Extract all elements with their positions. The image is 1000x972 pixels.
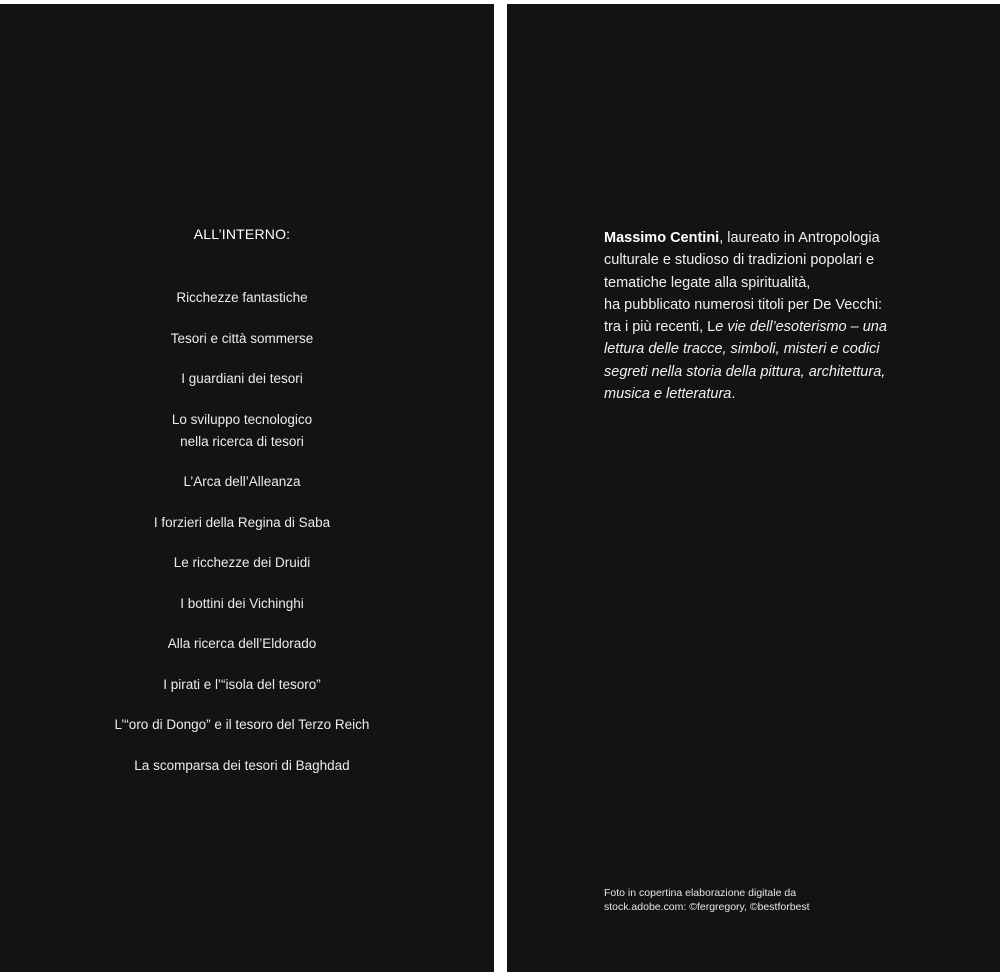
book-title: segreti nella storia della pittura, architettura,	[604, 363, 886, 380]
left-flap-panel	[0, 4, 494, 972]
contents-item: La scomparsa dei tesori di Baghdad	[134, 757, 350, 773]
credit-text: stock.adobe.com: ©fergregory, ©bestforbest	[604, 901, 810, 913]
book-title: e vie dell’esoterismo – una	[715, 319, 887, 336]
contents-item: Ricchezze fantastiche	[176, 290, 308, 305]
contents-list	[0, 287, 484, 795]
contents-item: I guardiani dei tesori	[181, 371, 303, 386]
bio-text: tra i più recenti, L	[604, 319, 716, 336]
contents-item: Tesori e città sommerse	[170, 330, 314, 346]
credit-text: Foto in copertina elaborazione digitale da	[604, 887, 797, 899]
contents-item: I forzieri della Regina di Saba	[153, 514, 331, 530]
contents-item: I bottini dei Vichinghi	[180, 595, 304, 611]
author-name: Massimo Centini	[604, 230, 720, 246]
bio-text: .	[731, 386, 736, 403]
contents-heading: ALL’INTERNO:	[193, 226, 291, 242]
author-bio	[604, 227, 944, 405]
book-title: lettura delle tracce, simboli, misteri e codici	[604, 341, 880, 358]
contents-item: Lo sviluppo tecnologico nella ricerca di tesori	[171, 411, 313, 449]
book-title: musica e letteratura	[604, 386, 732, 403]
contents-item: L’Arca dell’Alleanza	[183, 474, 301, 489]
contents-item: I pirati e l’“isola del tesoro”	[163, 676, 321, 692]
bio-text: , laureato in Antropologia	[719, 230, 880, 246]
right-flap-panel	[507, 4, 1000, 972]
contents-item: L’“oro di Dongo” e il tesoro del Terzo Reich	[114, 717, 370, 732]
bio-text: culturale e studioso di tradizioni popolari e	[604, 252, 875, 269]
bio-text: ha pubblicato numerosi titoli per De Vecchi:	[604, 296, 883, 313]
bio-text: tematiche legate alla spiritualità,	[604, 274, 811, 291]
contents-item: Alla ricerca dell’Eldorado	[167, 636, 317, 651]
photo-credit	[604, 886, 904, 914]
contents-item: Le ricchezze dei Druidi	[173, 555, 311, 570]
